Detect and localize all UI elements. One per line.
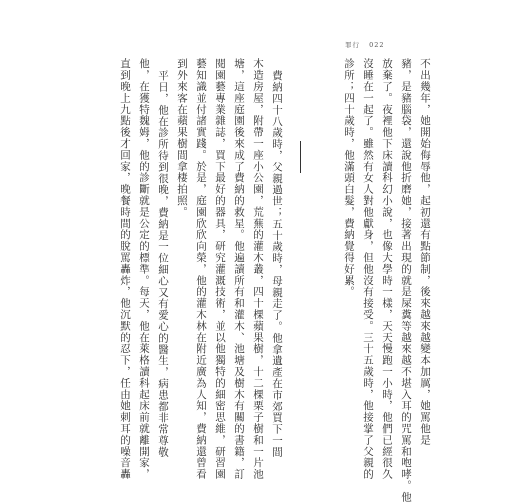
- text-column: 不出幾年，她開始侮辱他，起初還有點節制，後來越來越變本加厲，她罵他是: [419, 58, 431, 446]
- text-column: 他，在獲特魏姆，他的診斷就是公定的標準。每天，他在萊格讀科起床前就離開家，: [138, 58, 150, 480]
- section-divider: [300, 141, 301, 173]
- text-column: 到外來客在蘋果樹間拿棲拍照。: [176, 58, 188, 218]
- text-column: 放棄了。夜裡他下床讀科幻小說，也像大學時一樣，天天慢跑一小時，他們已經很久: [381, 58, 393, 480]
- text-column: 閱園藝專業雜誌，買下最好的器具，研究灌溉技術，並以他獨特的細密思維，研習園: [214, 58, 226, 480]
- text-column: 診所；四十歲時，他滿頭白髮，費納覺得好累。: [343, 58, 355, 298]
- text-column: 塘，這座庭園後來成了費納的救星。他遍讀所有和灌木、池塘及樹木有關的書籍，訂: [233, 58, 245, 480]
- text-column: 費納四十八歲時，父親過世；五十歲時，母親走了。他拿遺產在市郊買下一間: [271, 70, 283, 458]
- running-head: [345, 40, 391, 49]
- text-column: 豬，是豬腦袋，還說他折磨她，接著出現的就是屎糞等越來越不堪入耳的咒罵和咆哮。他: [400, 58, 412, 503]
- text-column: 木造房屋，附帶一座小公園，荒蕪的灌木叢，四十棵蘋果樹，十二棵栗子樹和一片池: [252, 58, 264, 480]
- text-column: 平日，他在診所待到很晚，費納是一位細心又有愛心的醫生，病患都非常尊敬: [157, 70, 169, 458]
- running-head-title: 罪行: [345, 41, 360, 49]
- page-number: 022: [369, 41, 385, 49]
- text-column: 直到晚上九點後才回家，晚餐時間的脫罵轟炸，他沉默的忍下，任由她刺耳的噪音轟: [119, 58, 131, 480]
- text-column: 沒睡在一起了。雖然有女人對他獻身，但他沒有接受。三十五歲時，他接掌了父親的: [362, 58, 374, 480]
- text-column: 藝知識並付諸實踐。於是，庭園欣欣向榮，他的灌木林在附近廣為人知，費納還曾看: [195, 58, 207, 480]
